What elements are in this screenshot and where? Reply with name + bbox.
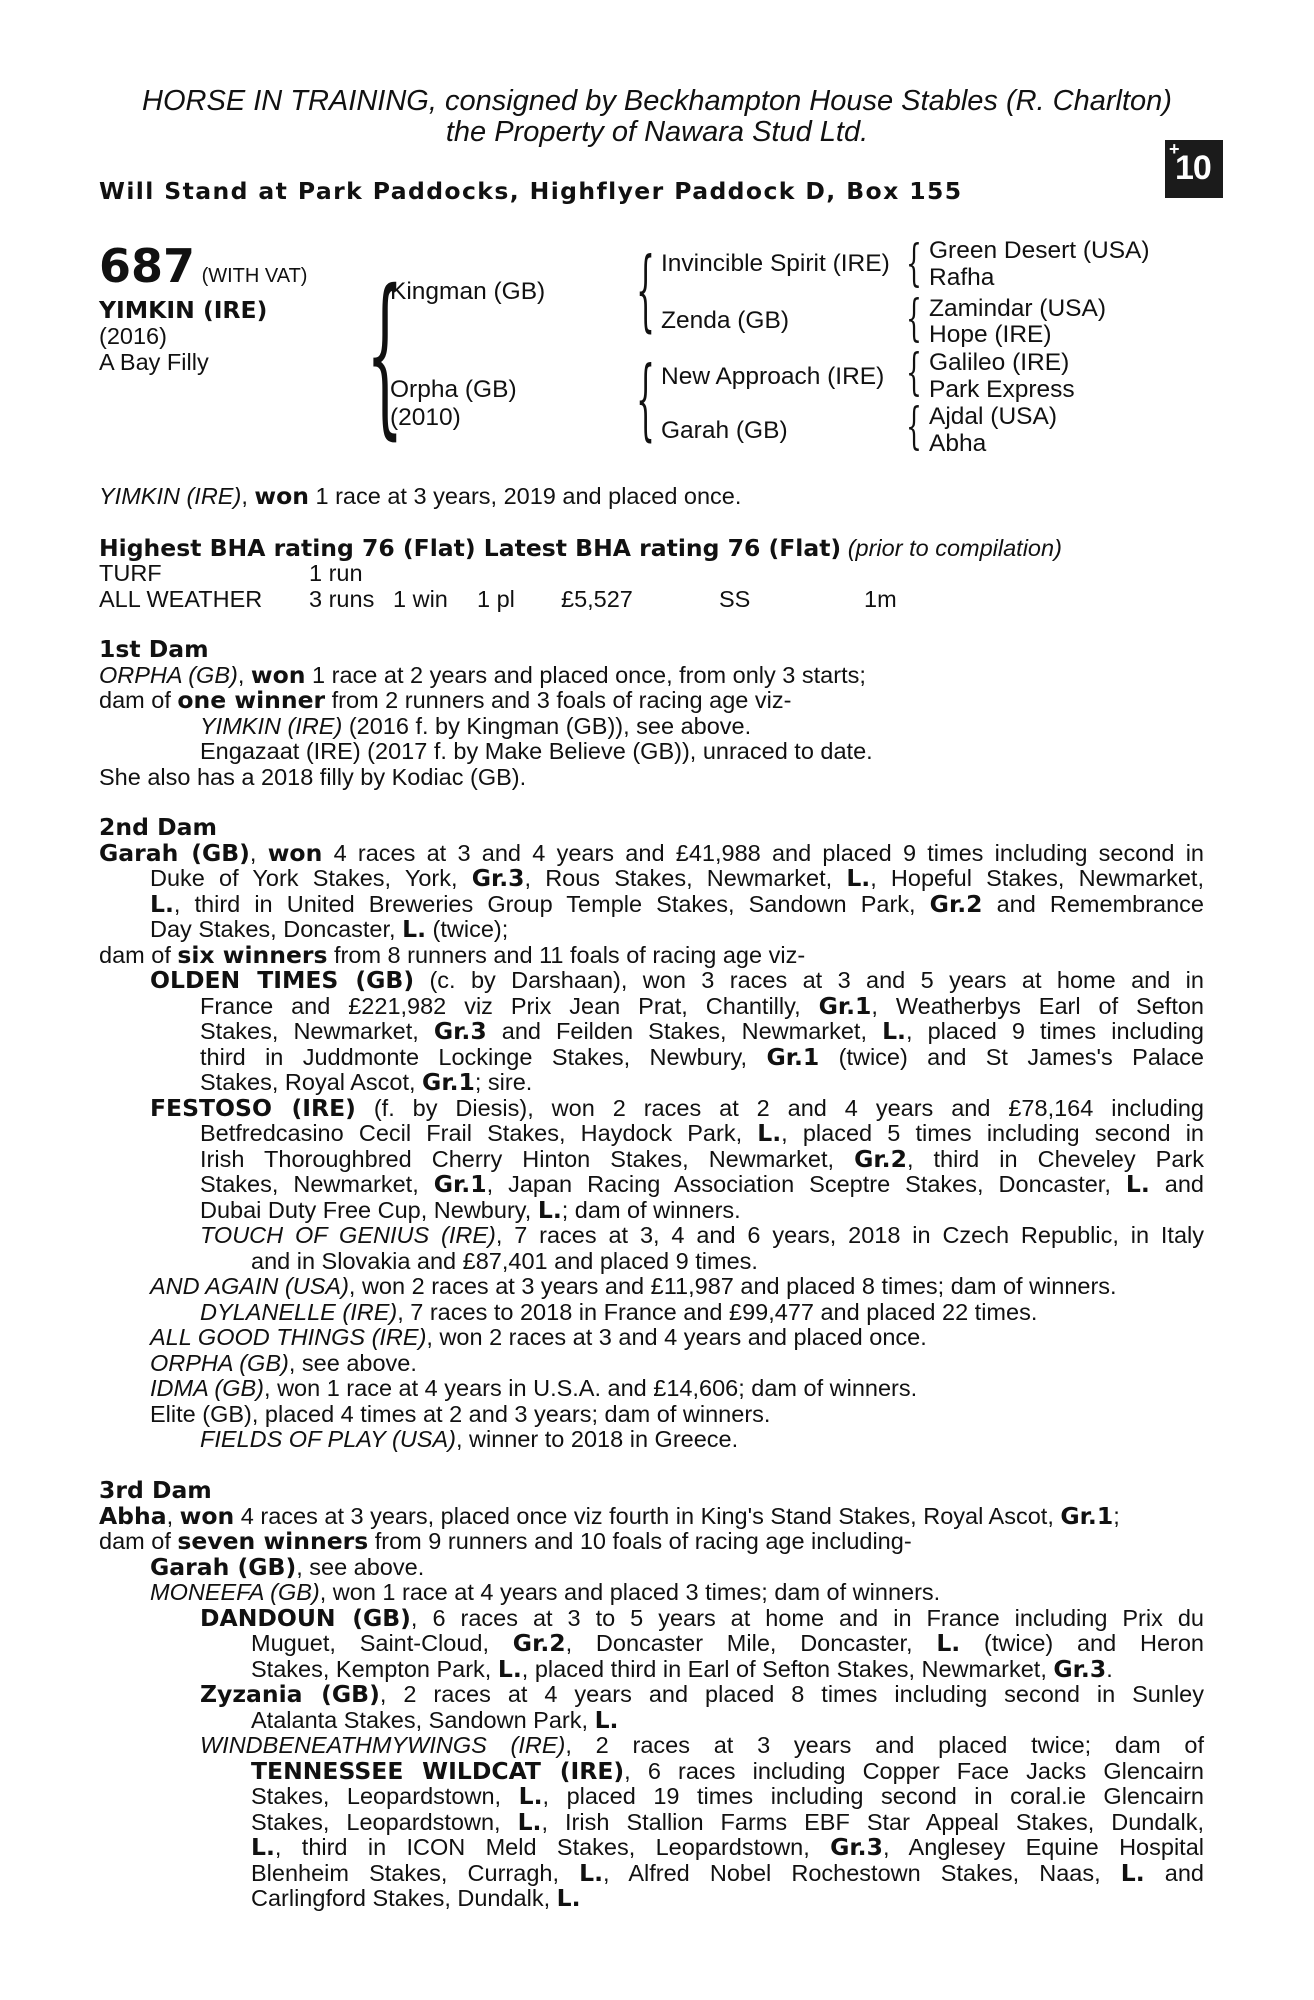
brace-1: { (906, 234, 922, 292)
pedigree-dam: Orpha (GB) (390, 376, 517, 403)
brace-4: { (906, 397, 922, 455)
pedigree-ddd: Abha (929, 430, 987, 457)
racing-record-table (99, 561, 897, 612)
pedigree-dss: Galileo (IRE) (929, 349, 1070, 376)
pedigree-dam-year: (2010) (390, 404, 461, 431)
stand-location: Will Stand at Park Paddocks, Highflyer Paddock D, Box 155 (99, 177, 963, 205)
property-line: the Property of Nawara Stud Ltd. (445, 116, 869, 148)
pedigree-dds: Ajdal (USA) (929, 403, 1057, 430)
plus-icon: + (1169, 139, 1180, 159)
rating-line: Highest BHA rating 76 (Flat) Latest BHA rating 76 (Flat) (prior to compilation) (99, 534, 1062, 562)
brace-2: { (906, 289, 922, 347)
pedigree-dsd: Park Express (929, 376, 1075, 403)
pedigree-dam-dam: Garah (GB) (661, 417, 788, 444)
third-dam-section: 3rd Dam Abha, won 4 races at 3 years, placed once viz fourth in King's Stand Stakes, Royal Ascot, Gr.1; dam of seven winners from 9 runners and 10 foals of racing age including- Garah (GB), see above. MONEEFA (GB), won 1 race at 4 years and placed 3 times; dam of winners. DANDOUN (GB), 6 races at 3 to 5 years at home and in France including Prix du Muguet, Saint-Cloud, Gr.2, Doncaster Mile, Doncaster, L. (twice) and Heron Stakes, Kempton Park, L., placed third in Earl of Sefton Stakes, Newmarket, Gr.3. Zyzania (GB), 2 races at 4 years and placed 8 times including second in Sunley Atalanta Stakes, Sandown Park, L. WINDBENEATHMYWINGS (IRE), 2 races at 3 years and placed twice; dam of TENNESSEE WILDCAT (IRE), 6 races including Copper Face Jacks Glencairn Stakes, Leopardstown, L., placed 19 times including second in coral.ie Glencairn Stakes, Leopardstown, L., Irish Stallion Farms EBF Star Appeal Stakes, Dundalk, L., third in ICON Meld Stakes, Leopardstown, Gr.3, Anglesey Equine Hospital Blenheim Stakes, Curragh, L., Alfred Nobel Rochestown Stakes, Naas, L. and Carlingford Stakes, Dundalk, L. (99, 1476, 1205, 1912)
pedigree-sire-dam: Zenda (GB) (661, 307, 789, 334)
pedigree-sire: Kingman (GB) (390, 278, 546, 305)
sire-dam-brace: { (366, 253, 404, 456)
pedigree-sdd: Hope (IRE) (929, 321, 1052, 348)
pedigree-sss: Green Desert (USA) (929, 237, 1150, 264)
pedigree-sire-sire: Invincible Spirit (IRE) (661, 250, 890, 277)
badge-number: 10 (1175, 149, 1211, 187)
brace-3: { (906, 343, 922, 401)
sire-line-brace: { (636, 238, 656, 341)
vat-label: (WITH VAT) (201, 265, 308, 287)
first-dam-heading: 1st Dam (99, 635, 209, 663)
third-dam-heading: 3rd Dam (99, 1476, 212, 1504)
lot-number: 687 (99, 239, 196, 293)
lot-heading (99, 239, 308, 293)
second-dam-section: 2nd Dam Garah (GB), won 4 races at 3 and 4 years and £41,988 and placed 9 times including second in Duke of York Stakes, York, Gr.3, Rous Stakes, Newmarket, L., Hopeful Stakes, Newmarket, L., third in United Breweries Group Temple Stakes, Sandown Park, Gr.2 and Remembrance Day Stakes, Doncaster, L. (twice); dam of six winners from 8 runners and 11 foals of racing age viz- OLDEN TIMES (GB) (c. by Darshaan), won 3 races at 3 and 5 years at home and in France and £221,982 viz Prix Jean Prat, Chantilly, Gr.1, Weatherbys Earl of Sefton Stakes, Newmarket, Gr.3 and Feilden Stakes, Newmarket, L., placed 9 times including third in Juddmonte Lockinge Stakes, Newbury, Gr.1 (twice) and St James's Palace Stakes, Royal Ascot, Gr.1; sire. FESTOSO (IRE) (f. by Diesis), won 2 races at 2 and 4 years and £78,164 including Betfredcasino Cecil Frail Stakes, Haydock Park, L., placed 5 times including second in Irish Thoroughbred Cherry Hinton Stakes, Newmarket, Gr.2, third in Cheveley Park Stakes, Newmarket, Gr.1, Japan Racing Association Sceptre Stakes, Doncaster, L. and Dubai Duty Free Cup, Newbury, L.; dam of winners. TOUCH OF GENIUS (IRE), 7 races at 3, 4 and 6 years, 2018 in Czech Republic, in Italy and in Slovakia and £87,401 and placed 9 times. AND AGAIN (USA), won 2 races at 3 years and £11,987 and placed 8 times; dam of winners. DYLANELLE (IRE), 7 races to 2018 in France and £99,477 and placed 22 times. ALL GOOD THINGS (IRE), won 2 races at 3 and 4 years and placed once. ORPHA (GB), see above. IDMA (GB), won 1 race at 4 years in U.S.A. and £14,606; dam of winners. Elite (GB), placed 4 times at 2 and 3 years; dam of winners. FIELDS OF PLAY (USA), winner to 2018 in Greece. (99, 813, 1205, 1452)
pedigree-sds: Zamindar (USA) (929, 295, 1106, 322)
table-row: TURF 1 run (99, 560, 363, 586)
horse-description: A Bay Filly (99, 349, 209, 375)
pedigree-dam-sire: New Approach (IRE) (661, 363, 885, 390)
horse-name: YIMKIN (IRE) (99, 296, 268, 324)
pedigree-ssd: Rafha (929, 264, 995, 291)
dam-line-brace: { (636, 347, 656, 450)
first-dam-section: 1st Dam ORPHA (GB), won 1 race at 2 years and placed once, from only 3 starts; dam of one winner from 2 runners and 3 foals of racing age viz- YIMKIN (IRE) (2016 f. by Kingman (GB)), see above. Engazaat (IRE) (2017 f. by Make Believe (GB)), unraced to date. She also has a 2018 filly by Kodiac (GB). (99, 637, 1204, 790)
horse-year: (2016) (99, 323, 167, 349)
consignor-line: HORSE IN TRAINING, consigned by Beckhampton House Stables (R. Charlton) (142, 85, 1172, 117)
lot-badge (1165, 140, 1223, 198)
race-summary: YIMKIN (IRE), won 1 race at 3 years, 2019 and placed once. (99, 482, 742, 510)
table-row: ALL WEATHER 3 runs 1 win 1 pl £5,527 SS 1m (99, 585, 897, 612)
second-dam-heading: 2nd Dam (99, 813, 217, 841)
